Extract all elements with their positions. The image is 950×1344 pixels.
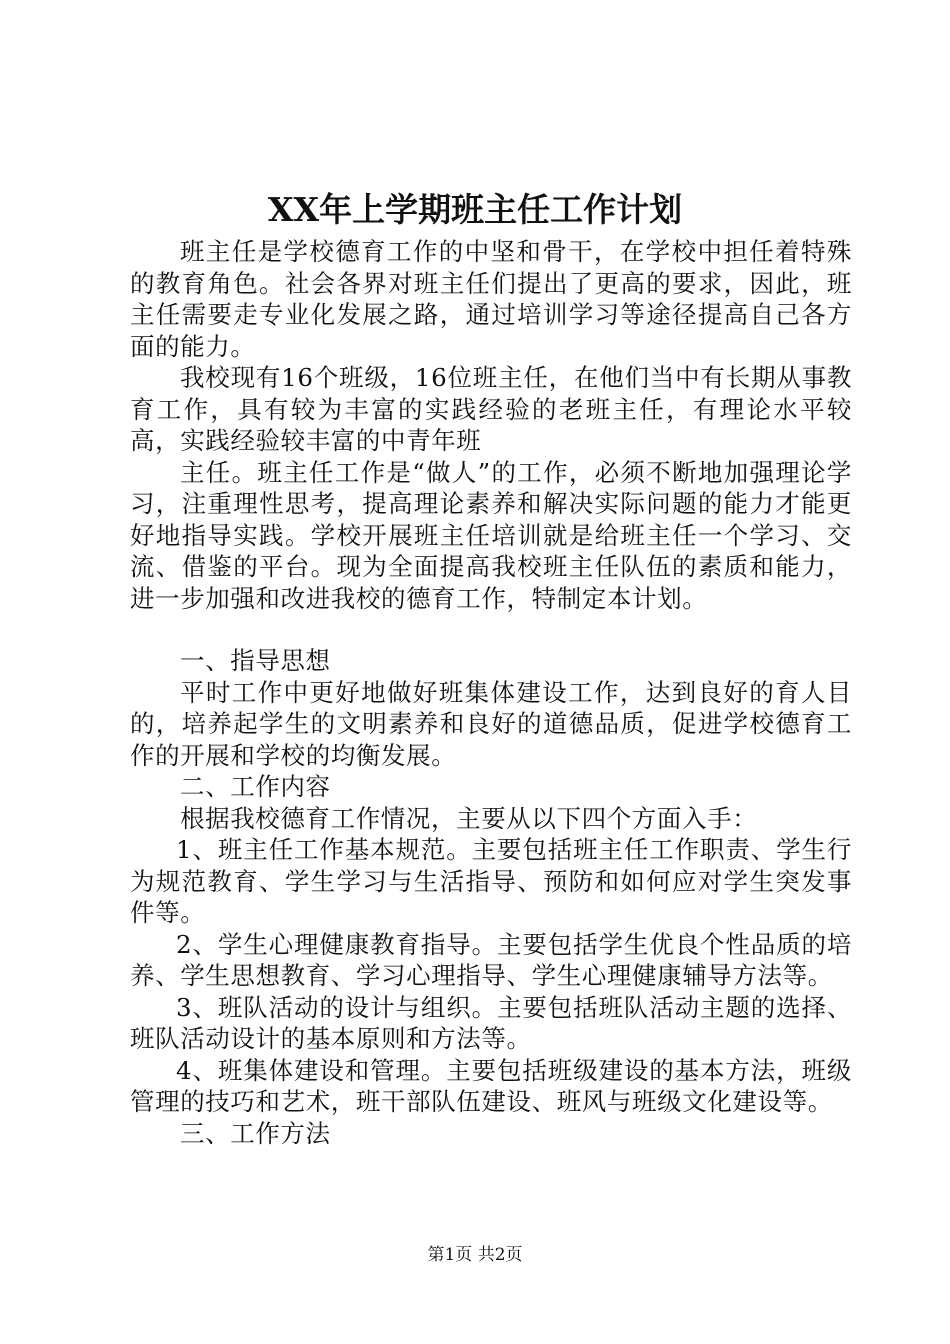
document-title: XX年上学期班主任工作计划	[267, 190, 683, 229]
paragraph-purpose: 主任。班主任工作是“做人”的工作，必须不断地加强理论学习，注重理性思考，提高理论素养和解决实际问题的能力才能更好地指导实践。学校开展班主任培训就是给班主任一个学习、交流、借鉴的平台。现为全面提高我校班主任队伍的素质和能力，进一步加强和改进我校的德育工作，特制定本计划。	[130, 457, 852, 613]
page-footer: 第1页 共2页	[427, 1245, 523, 1265]
document-body	[130, 236, 852, 1149]
paragraph-current-status: 我校现有16个班级，16位班主任，在他们当中有长期从事教育工作，具有较为丰富的实践经验的老班主任，有理论水平较高，实践经验较丰富的中青年班	[130, 363, 852, 455]
paragraph-intro: 班主任是学校德育工作的中坚和骨干，在学校中担任着特殊的教育角色。社会各界对班主任们提出了更高的要求，因此，班主任需要走专业化发展之路，通过培训学习等途径提高自己各方面的能力。	[130, 237, 852, 361]
paragraph-gap	[130, 614, 852, 645]
list-item-work-content-4: 4、班集体建设和管理。主要包括班级建设的基本方法，班级管理的技巧和艺术，班干部队伍建设、班风与班级文化建设等。	[130, 1055, 852, 1116]
list-item-work-content-2: 2、学生心理健康教育指导。主要包括学生优良个性品质的培养、学生思想教育、学习心理指导、学生心理健康辅导方法等。	[130, 929, 852, 990]
paragraph-guiding-ideology: 平时工作中更好地做好班集体建设工作，达到良好的育人目的，培养起学生的文明素养和良好的道德品质，促进学校德育工作的开展和学校的均衡发展。	[130, 677, 852, 770]
section-heading-work-method: 三、工作方法	[180, 1118, 331, 1148]
list-item-work-content-3: 3、班队活动的设计与组织。主要包括班队活动主题的选择、班队活动设计的基本原则和方法等。	[130, 992, 852, 1053]
paragraph-work-content-intro: 根据我校德育工作情况，主要从以下四个方面入手：	[180, 803, 758, 833]
list-item-work-content-1: 1、班主任工作基本规范。主要包括班主任工作职责、学生行为规范教育、学生学习与生活指导、预防和如何应对学生突发事件等。	[130, 835, 852, 927]
section-heading-guiding-ideology: 一、指导思想	[180, 646, 331, 675]
section-heading-work-content: 二、工作内容	[180, 772, 331, 801]
